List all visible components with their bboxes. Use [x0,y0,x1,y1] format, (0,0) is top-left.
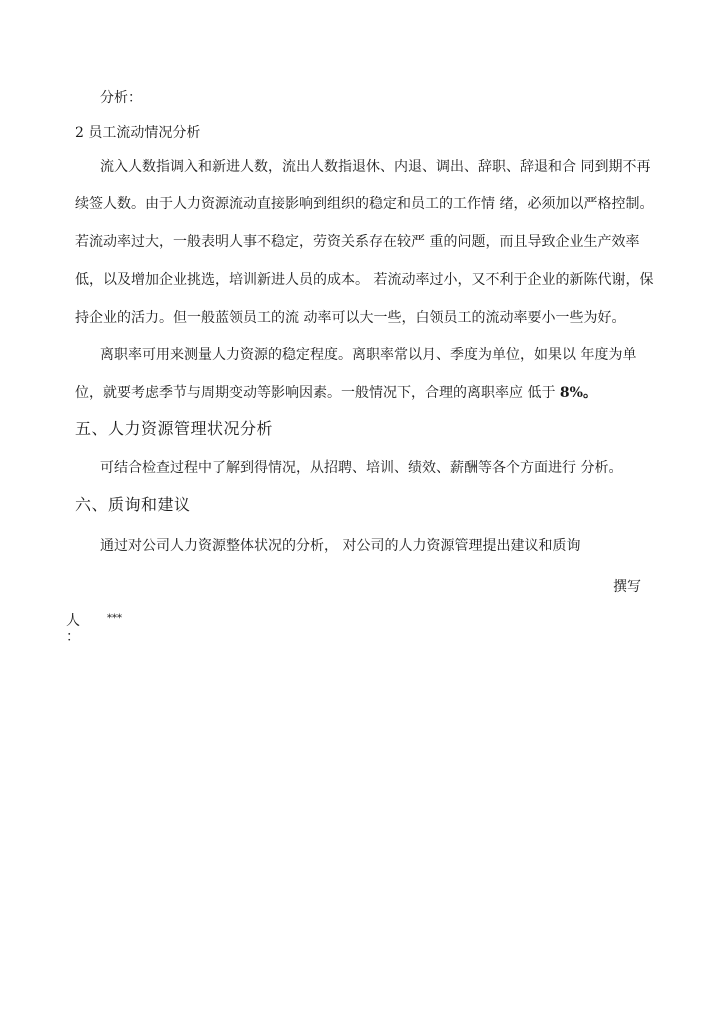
p1-line-4: 低，以及增加企业挑选，培训新进人员的成本。 若流动率过小，又不利于企业的新陈代谢，保 [75,272,654,288]
intro-text: 分析： [100,90,142,106]
p2-line-2-text: 位，就要考虑季节与周期变动等影响因素。一般情况下，合理的离职率应 低于 [75,385,560,401]
p3-text: 可结合检查过程中了解到得情况，从招聘、培训、绩效、薪酬等各个方面进行 分析。 [100,460,623,476]
p1-line-5: 持企业的活力。但一般蓝领员工的流 动率可以大一些，白领员工的流动率要小一些为好。 [75,310,626,326]
p1-line-1: 流入人数指调入和新进人数，流出人数指退休、内退、调出、辞职、辞退和合 同到期不再 [100,159,651,175]
p2-line-1: 离职率可用来测量人力资源的稳定程度。离职率常以月、季度为单位，如果以 年度为单 [100,347,637,363]
author-label-right: 撰写 [613,579,641,595]
section-2-title: 2 员工流动情况分析 [75,125,201,141]
p2-line-2 [75,384,597,402]
p1-line-3: 若流动率过大，一般表明人事不稳定，劳资关系存在较严 重的问题，而且导致企业生产效率 [75,234,640,250]
p1-line-2: 续签人数。由于人力资源流动直接影响到组织的稳定和员工的工作情 绪，必须加以严格控制。 [75,196,654,212]
section-5-title: 五、人力资源管理状况分析 [75,419,274,438]
turnover-rate-value: 8%。 [559,385,597,401]
section-6-title: 六、质询和建议 [75,495,191,514]
author-label-left: 人 [66,613,80,629]
author-value: *** [107,613,122,624]
p4-text: 通过对公司人力资源整体状况的分析， 对公司的人力资源管理提出建议和质询 [100,538,581,554]
author-colon: ： [66,629,80,645]
